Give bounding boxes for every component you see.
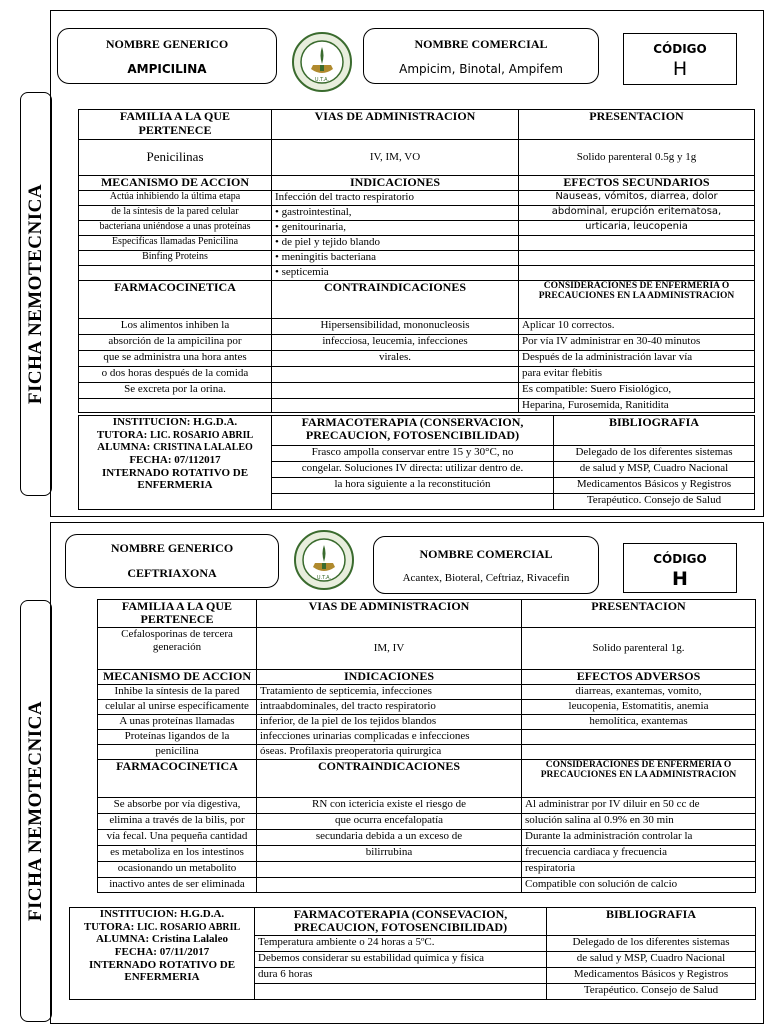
familia-header: FAMILIA A LA QUE PERTENECE [79,110,272,140]
code-label: CÓDIGO [653,42,707,56]
indicaciones-line: • genitourinaria, [272,220,519,235]
farmacocinetica-line [79,398,272,412]
farmacoterapia-line: congelar. Soluciones IV directa: utilizar dentro de. [272,462,554,478]
code-value: H [672,568,688,590]
efectos-line [519,235,755,250]
commercial-name-box [363,28,599,84]
generic-name-box [57,28,277,84]
contraindicaciones-line: virales. [272,350,519,366]
indicaciones-line: • septicemia [272,265,519,280]
commercial-name-value: Ampicim, Binotal, Ampifem [399,61,563,76]
indicaciones-line: • de piel y tejido blando [272,235,519,250]
farmacoterapia-line: la hora siguiente a la reconstitución [272,478,554,494]
contraindicaciones-header: CONTRAINDICACIONES [257,760,522,798]
farmacocinetica-line: o dos horas después de la comida [79,366,272,382]
efectos-line [519,250,755,265]
efectos-line: leucopenia, Estomatitis, anemia [522,700,756,715]
presentacion-value: Solido parenteral 0.5g y 1g [519,140,755,176]
drug-info-table [78,109,755,413]
bibliografia-line: Terapéutico. Consejo de Salud [554,494,755,510]
farmacoterapia-line: Temperatura ambiente o 24 horas a 5ºC. [255,936,547,952]
generic-name-label: NOMBRE GENERICO [105,36,229,51]
contraindicaciones-line: Hipersensibilidad, mononucleosis [272,318,519,334]
indicaciones-line: Tratamiento de septicemia, infecciones [257,685,522,700]
farmacocinetica-header: FARMACOCINETICA [98,760,257,798]
efectos-header: EFECTOS SECUNDARIOS [519,176,755,191]
consideraciones-line: Heparina, Furosemida, Ranitidita [519,398,755,412]
farmacocinetica-line: Los alimentos inhiben la [79,318,272,334]
efectos-line [522,745,756,760]
side-label-tab [20,600,52,1022]
efectos-line: urticaria, leucopenia [519,220,755,235]
consideraciones-line: Durante la administración controlar la [522,830,756,846]
code-value: H [672,58,688,80]
commercial-name-label: NOMBRE COMERCIAL [414,36,548,51]
bibliografia-line: de salud y MSP, Cuadro Nacional [547,952,756,968]
side-label: FICHA NEMOTECNICA [25,183,46,405]
mecanismo-line: A unas proteínas llamadas [98,715,257,730]
institution: INSTITUCION: H.G.D.A. [99,908,225,920]
vias-header: VIAS DE ADMINISTRACION [257,600,522,628]
efectos-line: diarreas, exantemas, vomito, [522,685,756,700]
farmacocinetica-line: elimina a través de la bilis, por [98,814,257,830]
efectos-line [519,265,755,280]
farmacocinetica-line: Se excreta por la orina. [79,382,272,398]
generic-name-value: CEFTRIAXONA [127,566,217,580]
farmacoterapia-line [255,984,547,1000]
presentacion-header: PRESENTACION [522,600,756,628]
farmacoterapia-line: Debemos considerar su estabilidad química y física [255,952,547,968]
farmacoterapia-line [272,494,554,510]
farmacocinetica-line: Se absorbe por vía digestiva, [98,798,257,814]
indicaciones-line: • meningitis bacteriana [272,250,519,265]
consideraciones-line: Es compatible: Suero Fisiológico, [519,382,755,398]
mecanismo-line: de la síntesis de la pared celular [79,205,272,220]
student: ALUMNA: Cristina Lalaleo [95,933,228,946]
contraindicaciones-line: infecciosa, leucemia, infecciones [272,334,519,350]
bibliografia-header: BIBLIOGRAFIA [547,908,756,936]
contraindicaciones-line [257,878,522,893]
efectos-header: EFECTOS ADVERSOS [522,670,756,685]
indicaciones-line: inferior, de la piel de los tejidos blandos [257,715,522,730]
farmacoterapia-line: Frasco ampolla conservar entre 15 y 30°C, no [272,446,554,462]
farmacoterapia-header: FARMACOTERAPIA (CONSEVACION, PRECAUCION, FOTOSENCIBILIDAD) [255,908,547,936]
indicaciones-line: • gastrointestinal, [272,205,519,220]
institution: INSTITUCION: H.G.D.A. [112,416,238,428]
svg-text:U.T.A.: U.T.A. [316,575,332,581]
consideraciones-line: respiratoria [522,862,756,878]
tutor: TUTORA: LIC. ROSARIO ABRIL [96,428,254,441]
bibliografia-line: de salud y MSP, Cuadro Nacional [554,462,755,478]
mecanismo-line: Binfing Proteins [79,250,272,265]
mecanismo-line: bacteriana uniéndose a unas proteínas [79,220,272,235]
mecanismo-line: penicilina [98,745,257,760]
commercial-name-label: NOMBRE COMERCIAL [419,546,553,561]
contraindicaciones-line: secundaria debida a un exceso de [257,830,522,846]
farmacoterapia-header: FARMACOTERAPIA (CONSERVACION, PRECAUCION, FOTOSENCIBILIDAD) [272,416,554,446]
contraindicaciones-line [272,366,519,382]
generic-name-label: NOMBRE GENERICO [110,541,234,555]
bibliografia-line: Delegado de los diferentes sistemas [554,446,755,462]
farmacocinetica-line: absorción de la ampicilina por [79,334,272,350]
bibliografia-header: BIBLIOGRAFIA [554,416,755,446]
svg-text:U.T.A.: U.T.A. [314,77,330,83]
university-seal-icon [291,31,353,93]
generic-name-box [65,534,279,588]
footer-table [78,415,755,510]
presentacion-value: Solido parenteral 1g. [522,628,756,670]
efectos-line: hemolítica, exantemas [522,715,756,730]
contraindicaciones-line [257,862,522,878]
mecanismo-header: MECANISMO DE ACCION [98,670,257,685]
vias-header: VIAS DE ADMINISTRACION [272,110,519,140]
contraindicaciones-line: que ocurra encefalopatía [257,814,522,830]
indicaciones-line: infecciones urinarias complicadas e infecciones [257,730,522,745]
date: FECHA: 07/11/2017 [114,945,210,958]
indicaciones-header: INDICACIONES [257,670,522,685]
efectos-line: Nauseas, vómitos, diarrea, dolor [519,190,755,205]
familia-value: Penicilinas [79,140,272,176]
internship: INTERNADO ROTATIVO DE ENFERMERIA [101,466,249,492]
efectos-line [522,730,756,745]
institution-block [79,416,272,510]
farmacocinetica-line: ocasionando un metabolito [98,862,257,878]
bibliografia-line: Medicamentos Básicos y Registros [554,478,755,494]
mecanismo-line: Actúa inhibiendo la última etapa [79,190,272,205]
mecanismo-line: Inhibe la síntesis de la pared [98,685,257,700]
indicaciones-line: Infección del tracto respiratorio [272,190,519,205]
farmacocinetica-header: FARMACOCINETICA [79,280,272,318]
consideraciones-line: Al administrar por IV diluir en 50 cc de [522,798,756,814]
commercial-name-value: Acantex, Bioteral, Ceftriaz, Rivacefin [402,571,570,584]
farmacocinetica-line: es metaboliza en los intestinos [98,846,257,862]
mecanismo-line: celular al unirse específicamente [98,700,257,715]
farmacocinetica-line: que se administra una hora antes [79,350,272,366]
drug-card-ceftriaxona [50,522,764,1024]
mecanismo-line [79,265,272,280]
drug-card-ampicilina [50,10,764,517]
contraindicaciones-line: RN con ictericia existe el riesgo de [257,798,522,814]
generic-name-value: AMPICILINA [127,61,207,76]
footer-table [69,907,756,1000]
institution-block [70,908,255,1000]
vias-value: IV, IM, VO [272,140,519,176]
indicaciones-line: óseas. Profilaxis preoperatoria quirurgica [257,745,522,760]
consideraciones-line: Compatible con solución de calcio [522,878,756,893]
farmacocinetica-line: inactivo antes de ser eliminada [98,878,257,893]
side-label: FICHA NEMOTECNICA [25,700,46,922]
bibliografia-line: Medicamentos Básicos y Registros [547,968,756,984]
familia-header: FAMILIA A LA QUE PERTENECE [98,600,257,628]
indicaciones-header: INDICACIONES [272,176,519,191]
internship: INTERNADO ROTATIVO DE ENFERMERIA [88,958,236,984]
drug-info-table [97,599,756,893]
consideraciones-line: Aplicar 10 correctos. [519,318,755,334]
efectos-line: abdominal, erupción eritematosa, [519,205,755,220]
consideraciones-line: solución salina al 0.9% en 30 min [522,814,756,830]
familia-value: Cefalosporinas de tercera generación [98,628,257,670]
university-seal-icon [293,529,355,591]
tutor: TUTORA: LIC. ROSARIO ABRIL [83,920,241,933]
mecanismo-line: Proteínas ligandos de la [98,730,257,745]
mecanismo-header: MECANISMO DE ACCION [79,176,272,191]
indicaciones-line: intraabdominales, del tracto respiratorio [257,700,522,715]
consideraciones-header: CONSIDERACIONES DE ENFERMERIA O PRECAUCIONES EN LA ADMINISTRACION [519,280,755,318]
student: ALUMNA: CRISTINA LALALEO [97,441,253,454]
code-label: CÓDIGO [653,552,707,566]
bibliografia-line: Terapéutico. Consejo de Salud [547,984,756,1000]
consideraciones-line: Por vía IV administrar en 30-40 minutos [519,334,755,350]
commercial-name-box [373,536,599,594]
vias-value: IM, IV [257,628,522,670]
bibliografia-line: Delegado de los diferentes sistemas [547,936,756,952]
consideraciones-header: CONSIDERACIONES DE ENFERMERIA O PRECAUCIONES EN LA ADMINISTRACION [522,760,756,798]
farmacocinetica-line: vía fecal. Una pequeña cantidad [98,830,257,846]
contraindicaciones-line: bilirrubina [257,846,522,862]
farmacoterapia-line: dura 6 horas [255,968,547,984]
consideraciones-line: para evitar flebitis [519,366,755,382]
presentacion-header: PRESENTACION [519,110,755,140]
consideraciones-line: frecuencia cardiaca y frecuencia [522,846,756,862]
mecanismo-line: Especificas llamadas Penicilina [79,235,272,250]
consideraciones-line: Después de la administración lavar vía [519,350,755,366]
code-box [623,543,737,593]
date: FECHA: 07/112017 [129,453,221,466]
side-label-tab [20,92,52,496]
contraindicaciones-line [272,382,519,398]
contraindicaciones-header: CONTRAINDICACIONES [272,280,519,318]
contraindicaciones-line [272,398,519,412]
code-box [623,33,737,85]
